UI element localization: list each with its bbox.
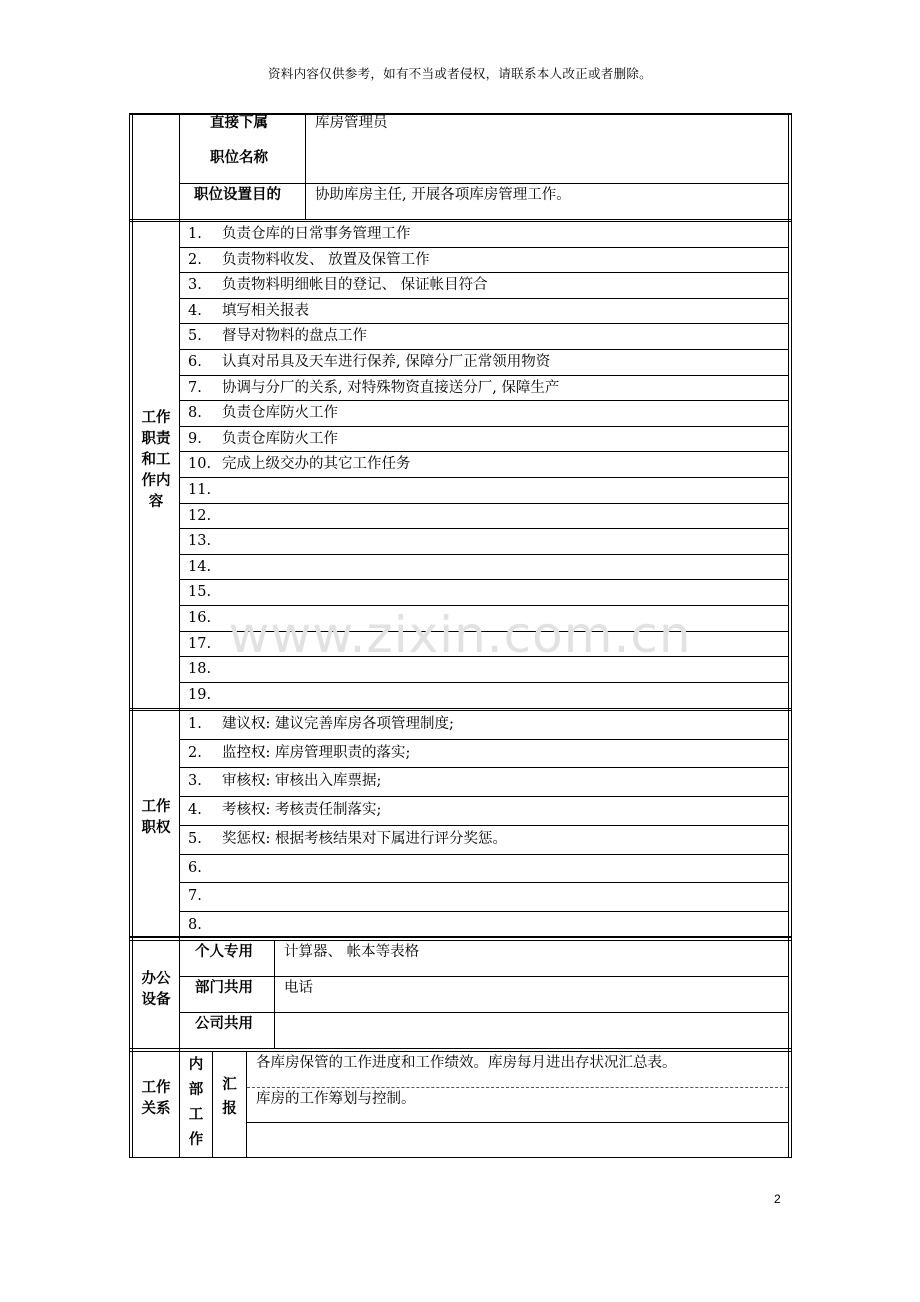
duty-row-divider	[180, 451, 789, 452]
authority-item-text: 审核权: 审核出入库票据;	[222, 773, 382, 790]
duty-item	[188, 302, 309, 320]
duty-item-text: 协调与分厂的关系, 对特殊物资直接送分厂, 保障生产	[222, 379, 560, 396]
authority-item	[188, 715, 454, 733]
authority-item-text: 监控权: 库房管理职责的落实;	[222, 744, 411, 761]
duty-row-divider	[180, 477, 789, 478]
duty-item	[188, 430, 338, 448]
duty-item-number: 18.	[188, 661, 212, 678]
duty-item	[188, 225, 411, 243]
duty-row-divider	[180, 682, 789, 683]
duty-item	[188, 404, 338, 422]
authority-item-number: 2.	[188, 744, 202, 761]
duty-item-text: 负责仓库防火工作	[222, 430, 338, 447]
report-label: 汇 报	[222, 1077, 237, 1117]
authority-item-number: 1.	[188, 716, 202, 732]
duty-row-divider	[180, 503, 789, 504]
duty-row-divider	[180, 400, 789, 401]
authority-row-divider	[180, 796, 789, 797]
duties-section-label: 工作 职责 和工 作内 容	[141, 410, 171, 510]
department-use-value: 电话	[284, 980, 313, 996]
watermark: www.zixin.com.cn	[228, 606, 692, 664]
authority-item-number: 3.	[188, 773, 202, 790]
personal-use-label: 个人专用	[195, 944, 253, 960]
duty-item	[188, 455, 411, 473]
duty-item-text: 填写相关报表	[222, 302, 309, 319]
duty-item-number: 9.	[188, 430, 202, 447]
authority-item	[188, 830, 507, 848]
duty-item-number: 17.	[188, 635, 212, 652]
company-use-label: 公司共用	[195, 1016, 253, 1032]
duty-item	[188, 583, 222, 601]
duty-item	[188, 353, 550, 371]
authority-item	[188, 887, 222, 905]
duty-row-divider	[180, 656, 789, 657]
duty-item-number: 14.	[188, 558, 212, 575]
duty-row-divider	[180, 247, 789, 248]
purpose-value: 协助库房主任, 开展各项库房管理工作。	[315, 187, 571, 203]
duty-item-number: 10.	[188, 456, 212, 473]
duty-item-number: 13.	[188, 533, 212, 550]
position-name-label: 职位名称	[210, 150, 268, 166]
authority-section-label: 工作 职权	[141, 799, 171, 836]
duty-row-divider	[180, 375, 789, 376]
duty-item-number: 7.	[188, 379, 202, 396]
duty-item	[188, 609, 222, 627]
internal-work-label: 内 部 工 作	[188, 1057, 204, 1148]
relations-section-label: 工作 关系	[141, 1080, 171, 1117]
duty-item	[188, 507, 222, 525]
authority-row-divider	[180, 767, 789, 768]
duty-item-number: 11.	[188, 482, 212, 498]
authority-row-divider	[180, 825, 789, 826]
duty-row-divider	[180, 298, 789, 299]
subordinate-value: 库房管理员	[315, 115, 388, 131]
authority-item-text: 考核权: 考核责任制落实;	[222, 802, 382, 819]
duty-item	[188, 660, 222, 678]
duty-item	[188, 558, 222, 576]
duty-item	[188, 635, 222, 653]
authority-item-number: 5.	[188, 830, 202, 847]
duty-item	[188, 327, 367, 345]
authority-item-number: 8.	[188, 916, 202, 933]
authority-item-text: 奖惩权: 根据考核结果对下属进行评分奖惩。	[222, 830, 507, 847]
authority-row-divider	[180, 882, 789, 883]
authority-item	[188, 772, 381, 790]
header-disclaimer: 资料内容仅供参考，如有不当或者侵权，请联系本人改正或者删除。	[267, 66, 652, 81]
duty-item-number: 5.	[188, 328, 202, 345]
duty-item-text: 督导对物料的盘点工作	[222, 328, 367, 345]
authority-item	[188, 744, 410, 762]
duty-item	[188, 251, 430, 269]
authority-row-divider	[180, 911, 789, 912]
department-use-label: 部门共用	[195, 980, 253, 996]
duty-item-number: 4.	[188, 302, 202, 319]
duty-row-divider	[180, 579, 789, 580]
authority-item	[188, 859, 222, 877]
duty-item-text: 负责物料收发、 放置及保管工作	[222, 251, 430, 268]
purpose-label: 职位设置目的	[194, 187, 281, 203]
duty-item-text: 负责仓库的日常事务管理工作	[222, 226, 411, 242]
personal-use-value: 计算器、 帐本等表格	[284, 944, 420, 960]
duty-item-number: 1.	[188, 226, 202, 242]
equipment-section-label: 办公 设备	[141, 971, 171, 1008]
authority-row-divider	[180, 739, 789, 740]
authority-item-number: 7.	[188, 888, 202, 905]
duty-row-divider	[180, 323, 789, 324]
duty-row-divider	[180, 349, 789, 350]
authority-item-number: 4.	[188, 802, 202, 819]
page-number: 2	[774, 1192, 781, 1206]
duty-item-number: 2.	[188, 251, 202, 268]
duty-item-text: 负责仓库防火工作	[222, 405, 338, 422]
authority-item	[188, 916, 222, 934]
duty-item-text: 负责物料明细帐目的登记、 保证帐目符合	[222, 277, 488, 294]
duty-item-number: 12.	[188, 507, 212, 524]
duty-row-divider	[180, 426, 789, 427]
duty-item	[188, 276, 488, 294]
authority-row-divider	[180, 854, 789, 855]
duty-row-divider	[180, 272, 789, 273]
authority-item	[188, 801, 381, 819]
authority-item-number: 6.	[188, 859, 202, 876]
duty-item-number: 19.	[188, 686, 212, 703]
subordinate-label: 直接下属	[210, 115, 268, 131]
duty-item-number: 3.	[188, 277, 202, 294]
duty-item-text: 认真对吊具及天车进行保养, 保障分厂正常领用物资	[222, 354, 551, 370]
report-line-1: 各库房保管的工作进度和工作绩效。库房每月进出存状况汇总表。	[256, 1055, 677, 1071]
duty-item	[188, 481, 222, 499]
duty-item-number: 8.	[188, 405, 202, 422]
duty-item	[188, 379, 559, 397]
duty-item-number: 16.	[188, 610, 212, 626]
report-line-2: 库房的工作筹划与控制。	[256, 1091, 416, 1107]
duty-row-divider	[180, 554, 789, 555]
authority-item-text: 建议权: 建议完善库房各项管理制度;	[222, 716, 454, 732]
duty-item	[188, 686, 222, 704]
duty-item	[188, 532, 222, 550]
duty-row-divider	[180, 631, 789, 632]
duty-item-number: 6.	[188, 354, 202, 370]
duty-row-divider	[180, 605, 789, 606]
duty-row-divider	[180, 528, 789, 529]
duty-item-number: 15.	[188, 584, 212, 601]
duty-item-text: 完成上级交办的其它工作任务	[222, 456, 411, 473]
